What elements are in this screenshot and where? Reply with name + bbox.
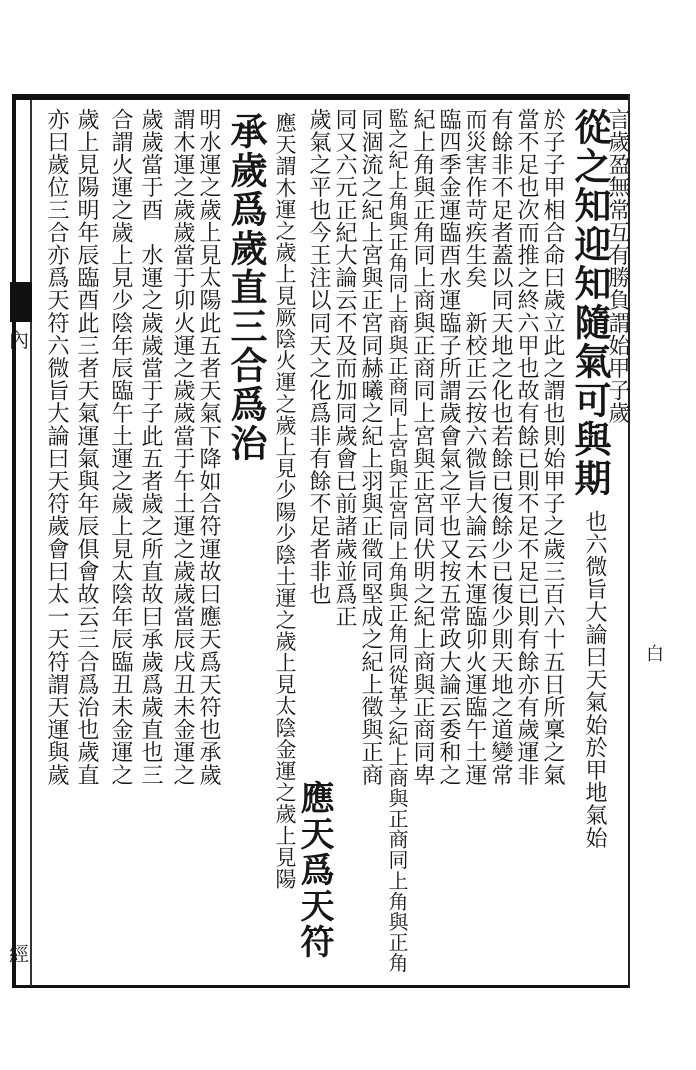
- gutter-title-char: 經: [9, 942, 29, 966]
- annotation-text: 合謂火運之歲上見少陰年辰臨午土運之歲上見太陰年辰臨丑未金運之: [108, 108, 133, 786]
- annotation-column: [196, 108, 220, 786]
- annotation-column: [462, 108, 486, 786]
- text-column: [226, 112, 266, 463]
- annotation-text: 於子子甲相合命曰歲立此之謂也則始甲子之歲三百六十五日所稟之氣: [540, 108, 565, 786]
- gutter-title-char: 內: [9, 328, 29, 352]
- annotation-text: 謂木運之歲歲當于卯火運之歲歲當于午土運之歲歲當辰戌丑未金運之: [170, 108, 195, 786]
- annotation-column: [436, 108, 460, 786]
- annotation-text: 同涸流之紀上宮與正宮同赫曦之紀上羽與正徵同堅成之紀上徵與正商: [358, 108, 383, 786]
- annotation-text: 歲氣之平也今王注以同天之化爲非有餘不足者非也: [306, 108, 331, 606]
- text-column: [570, 108, 610, 498]
- annotation-text: 明水運之歲上見太陽此五者天氣下降如合符運故曰應天爲天符也承歲: [196, 108, 221, 786]
- annotation-text: 言歲盈無常互有勝負謂始甲子歲: [605, 108, 630, 425]
- annotation-text: 當不足也次而推之終六甲也故有餘已則不足不足已則有餘亦有歲運非: [514, 108, 539, 786]
- gutter-line: [30, 100, 32, 986]
- fish-tail-mark: [10, 282, 32, 322]
- annotation-column: [44, 108, 68, 786]
- annotation-text: 紀上角與正角同上商與正商同上宮與正宮同伏明之紀上商與正商同卑: [410, 108, 435, 786]
- annotation-text: 應天謂木運之歲上見厥陰火運之歲上見少陽少陰土運之歲上見太陰金運之歲上見陽: [273, 112, 297, 890]
- frame-bottom-border: [12, 985, 630, 988]
- main-text: 承歲爲歲直三合爲治: [224, 112, 268, 463]
- frame-top-border: [12, 94, 630, 100]
- annotation-text: 有餘非不足者蓋以同天地之化也若餘已復餘少已復少則天地之道變常: [488, 108, 513, 786]
- frame-left-border: [12, 94, 16, 988]
- annotation-column: [332, 108, 356, 628]
- annotation-column: [170, 108, 194, 786]
- annotation-column: [582, 510, 606, 849]
- annotation-column: [488, 108, 512, 786]
- annotation-text: 歲上見陽明年辰臨酉此三者天氣運氣與年辰俱會故云三合爲治也歲直: [74, 108, 99, 786]
- annotation-column: [306, 108, 330, 605]
- annotation-column: [410, 108, 434, 786]
- annotation-text: 臨四季金運臨酉水運臨子所謂歲會氣之平也又按五常政大論云委和之: [436, 108, 461, 786]
- annotation-text: 也六微旨大論曰天氣始於甲地氣始: [582, 510, 607, 849]
- annotation-column: [514, 108, 538, 786]
- annotation-text: 監之紀上角與正角同上商與正商同上宮與正宮同上角與正角同從革之紀上商與正商同上角與正角: [385, 108, 409, 974]
- annotation-column: [74, 108, 98, 786]
- text-column: [294, 780, 334, 960]
- annotation-column: [272, 112, 296, 890]
- margin-mark: 白: [646, 644, 664, 665]
- annotation-text: 而災害作苛疾生矣 新校正云按六微旨大論云木運臨卯火運臨午土運: [462, 108, 487, 786]
- annotation-column: [384, 108, 408, 973]
- main-text: 從之知迎知隨氣可與期: [568, 108, 612, 498]
- annotation-text: 亦曰歲位三合亦爲天符六微旨大論曰天符歲會曰太一天符謂天運與歲: [44, 108, 69, 786]
- annotation-column: [138, 108, 162, 786]
- annotation-text: 歲歲當于酉 水運之歲歲當于子此五者歲之所直故曰承歲爲歲直也三: [138, 108, 163, 786]
- annotation-column: [540, 108, 564, 786]
- annotation-column: [358, 108, 382, 786]
- annotation-text: 同又六元正紀大論云不及而加同歲會已前諸歲並爲正: [332, 108, 357, 628]
- annotation-column: [605, 108, 629, 424]
- main-text: 應天爲天符: [294, 780, 334, 960]
- annotation-column: [108, 108, 132, 786]
